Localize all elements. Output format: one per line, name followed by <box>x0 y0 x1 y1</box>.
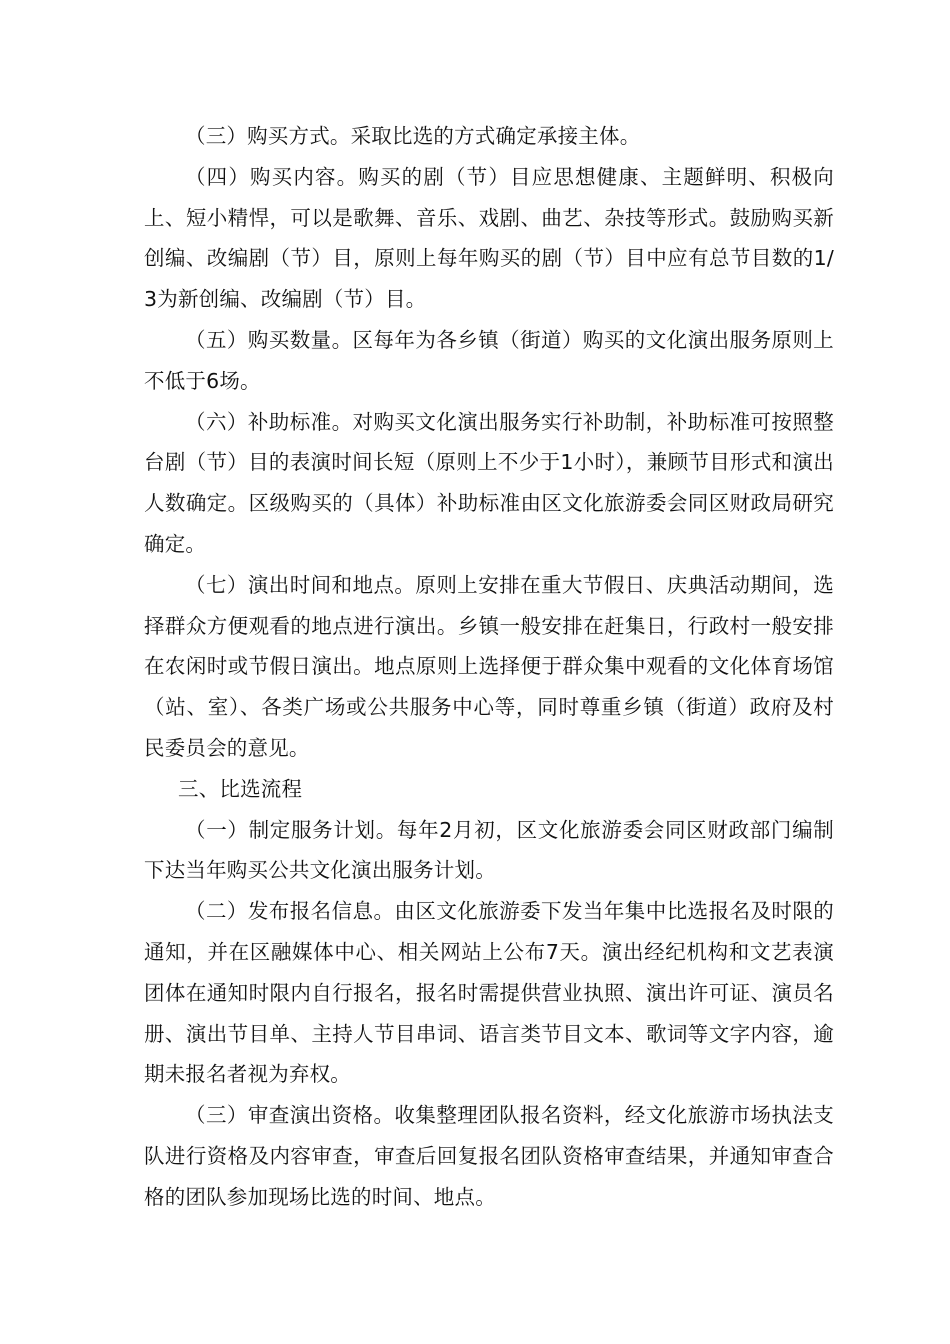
paragraph-service-plan: （一）制定服务计划。每年2月初，区文化旅游委会同区财政部门编制下达当年购买公共文化演出服务计划。 <box>144 817 834 883</box>
paragraph-time-and-place: （七）演出时间和地点。原则上安排在重大节假日、庆典活动期间，选择群众方便观看的地点进行演出。乡镇一般安排在赶集日，行政村一般安排在农闲时或节假日演出。地点原则上选择便于群众集中观看的文化体育场馆（站、室）、各类广场或公共服务中心等，同时尊重乡镇（街道）政府及村民委员会的意见。 <box>144 572 834 760</box>
paragraph-purchase-quantity: （五）购买数量。区每年为各乡镇（街道）购买的文化演出服务原则上不低于6场。 <box>144 327 834 393</box>
section-heading-selection-process: 三、比选流程 <box>178 776 303 801</box>
paragraph-purchase-method: （三）购买方式。采取比选的方式确定承接主体。 <box>185 124 641 148</box>
paragraph-registration-info: （二）发布报名信息。由区文化旅游委下发当年集中比选报名及时限的通知，并在区融媒体中心、相关网站上公布7天。演出经纪机构和文艺表演团体在通知时限内自行报名，报名时需提供营业执照、演出许可证、演员名册、演出节目单、主持人节目串词、语言类节目文本、歌词等文字内容，逾期未报名者视为弃权。 <box>144 899 834 1087</box>
paragraph-qualification-review: （三）审查演出资格。收集整理团队报名资料，经文化旅游市场执法支队进行资格及内容审查，审查后回复报名团队资格审查结果，并通知审查合格的团队参加现场比选的时间、地点。 <box>144 1103 834 1209</box>
paragraph-purchase-content: （四）购买内容。购买的剧（节）目应思想健康、主题鲜明、积极向上、短小精悍，可以是歌舞、音乐、戏剧、曲艺、杂技等形式。鼓励购买新创编、改编剧（节）目，原则上每年购买的剧（节）目中应有总节目数的1/3为新创编、改编剧（节）目。 <box>144 164 834 312</box>
document-body <box>144 116 834 1218</box>
paragraph-subsidy-standard: （六）补助标准。对购买文化演出服务实行补助制，补助标准可按照整台剧（节）目的表演时间长短（原则上不少于1小时），兼顾节目形式和演出人数确定。区级购买的（具体）补助标准由区文化旅游委会同区财政局研究确定。 <box>144 409 834 556</box>
